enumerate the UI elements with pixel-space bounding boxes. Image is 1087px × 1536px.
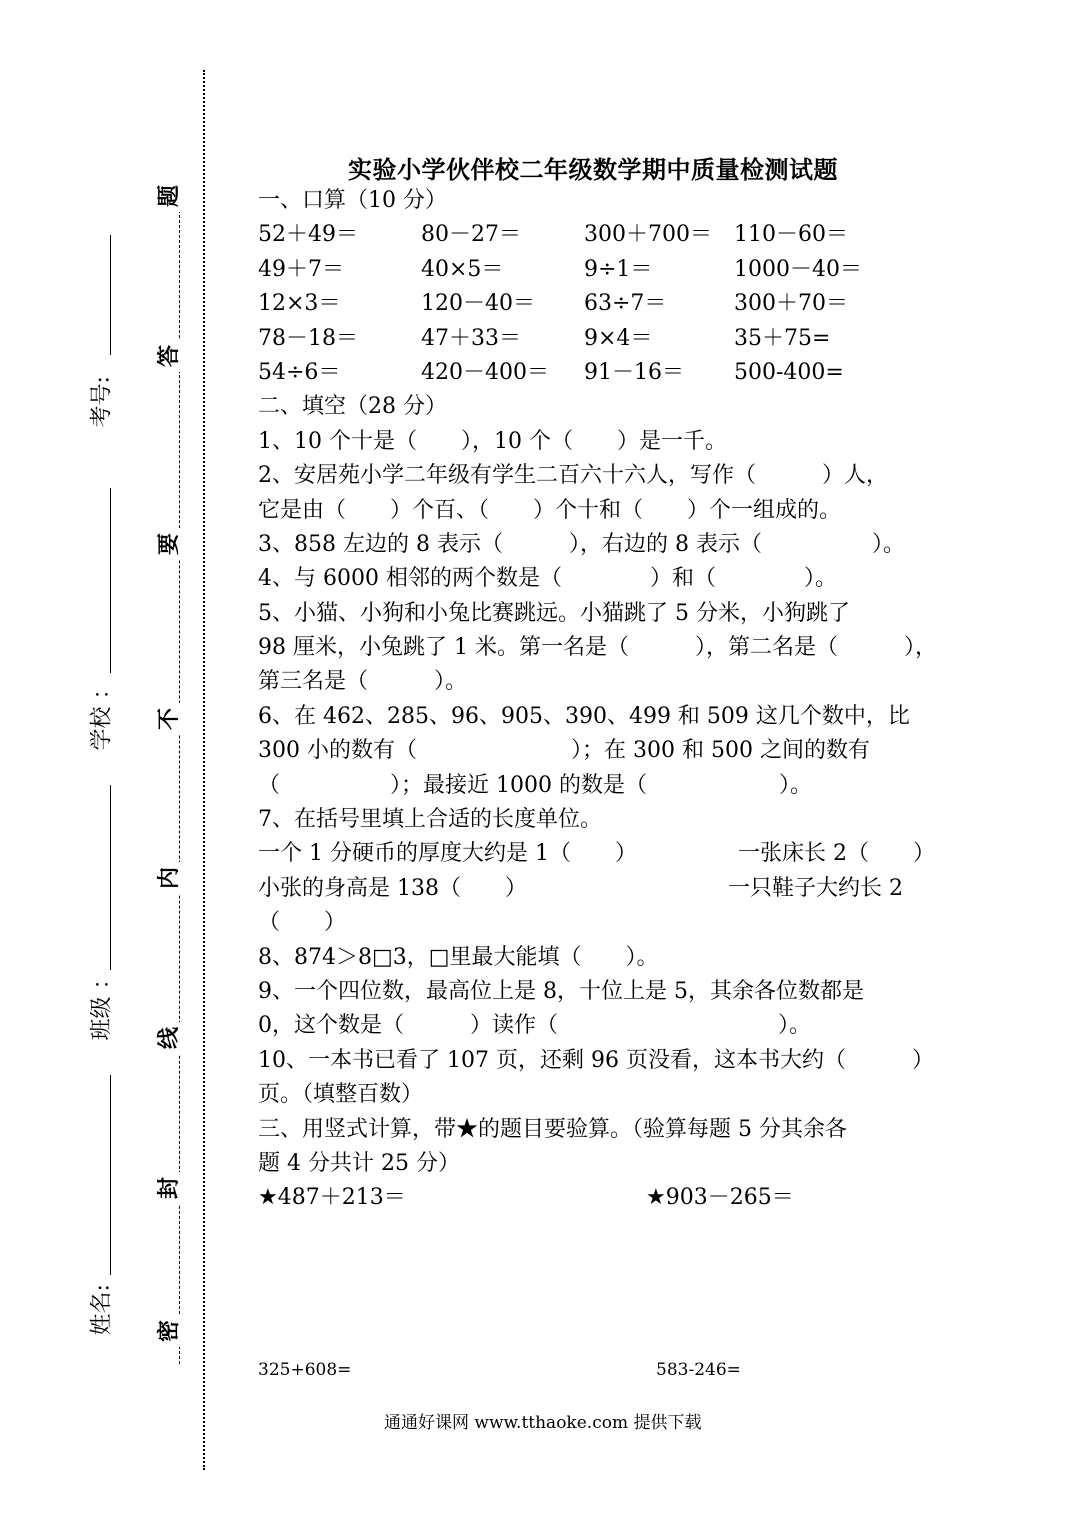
mental-math-item: 500-400= xyxy=(734,359,844,385)
mental-math-item: 9÷1＝ xyxy=(584,256,653,282)
fill-blank-line: 它是由（ ）个百、（ ）个十和（ ）个一组成的。 xyxy=(258,497,842,523)
mental-math-item: 63÷7＝ xyxy=(584,291,667,317)
q7-height-item: 小张的身高是 138（ ） xyxy=(258,875,527,901)
fill-blank-line: 3、858 左边的 8 表示（ ），右边的 8 表示（ ）。 xyxy=(258,531,905,557)
seal-char-nei: 内 xyxy=(153,862,185,894)
starred-calc-item: ★487＋213＝ xyxy=(258,1185,406,1211)
mental-math-row xyxy=(258,356,958,390)
fill-blank-line: （ ）；最接近 1000 的数是（ ）。 xyxy=(258,772,812,798)
mental-math-item: 54÷6＝ xyxy=(258,359,341,385)
seal-char-yao: 要 xyxy=(153,528,185,560)
school-label: 学校 ： xyxy=(89,677,115,751)
mental-math-item: 110－60＝ xyxy=(734,222,848,248)
mental-math-row xyxy=(258,322,958,356)
mental-math-item: 120－40＝ xyxy=(421,291,535,317)
dotted-binding-line xyxy=(203,70,205,1470)
mental-math-item: 49＋7＝ xyxy=(258,256,344,282)
mental-math-item: 9×4＝ xyxy=(584,325,653,351)
seal-char-da: 答 xyxy=(153,340,185,372)
fill-blank-line: 0，这个数是（ ）读作（ ）。 xyxy=(258,1013,811,1039)
q7-line xyxy=(258,872,958,906)
section1-heading: 一、口算（10 分） xyxy=(258,188,447,213)
section3-heading: 三、用竖式计算，带★的题目要验算。（验算每题 5 分其余各 xyxy=(258,1116,847,1142)
exam-number-blank xyxy=(110,235,111,355)
mental-math-item: 35＋75= xyxy=(734,325,831,351)
fill-blank-line: 页。（填整百数） xyxy=(258,1082,424,1108)
fill-blank-line: 6、在 462、285、96、905、390、499 和 509 这几个数中，比 xyxy=(258,703,910,729)
class-label: 班级 ： xyxy=(89,967,115,1041)
q7-bed-item: 一张床长 2（ ） xyxy=(738,841,935,867)
fill-blank-line: 4、与 6000 相邻的两个数是（ ）和（ ）。 xyxy=(258,566,837,592)
q7-line: （ ） xyxy=(258,910,347,936)
mental-math-item: 300＋70＝ xyxy=(734,291,848,317)
class-blank xyxy=(110,785,111,970)
section3-heading-cont: 题 4 分共计 25 分） xyxy=(258,1150,460,1176)
mental-math-item: 420－400＝ xyxy=(421,359,549,385)
name-label: 姓名: xyxy=(89,1284,115,1336)
seal-char-feng: 封 xyxy=(153,1172,185,1204)
mental-math-row xyxy=(258,287,958,321)
exam-number-label: 考号: xyxy=(89,376,115,428)
q7-shoe-item: 一只鞋子大约长 2 xyxy=(728,875,903,901)
mental-math-row xyxy=(258,218,958,252)
calc-item: 325+608= xyxy=(258,1360,352,1380)
fill-blank-line: 300 小的数有（ ）；在 300 和 500 之间的数有 xyxy=(258,738,870,764)
seal-char-ti: 题 xyxy=(153,180,185,212)
fill-blank-line: 5、小猫、小狗和小兔比赛跳远。小猫跳了 5 分米，小狗跳了 xyxy=(258,600,850,626)
calc-item: 583-246= xyxy=(656,1360,741,1380)
fill-blank-line: 第三名是（ ）。 xyxy=(258,669,468,695)
fill-blank-line: 7、在括号里填上合适的长度单位。 xyxy=(258,807,602,833)
mental-math-item: 40×5＝ xyxy=(421,256,504,282)
exam-content xyxy=(258,184,958,1216)
section2-heading: 二、填空（28 分） xyxy=(258,394,447,420)
mental-math-item: 91－16＝ xyxy=(584,359,684,385)
mental-math-item: 80－27＝ xyxy=(421,222,521,248)
mental-math-row xyxy=(258,253,958,287)
mental-math-item: 47＋33＝ xyxy=(421,325,521,351)
seal-char-xian: 线 xyxy=(153,1022,185,1054)
mental-math-item: 52＋49＝ xyxy=(258,222,358,248)
fill-blank-line: 1、10 个十是（ ），10 个（ ）是一千。 xyxy=(258,428,727,454)
q7-line xyxy=(258,837,958,871)
fill-blank-line: 8、874＞8□3，□里最大能填（ ）。 xyxy=(258,944,659,970)
exam-title: 实验小学伙伴校二年级数学期中质量检测试题 xyxy=(348,155,838,184)
seal-char-mi: 密 xyxy=(153,1315,185,1347)
mental-math-item: 1000－40＝ xyxy=(734,256,862,282)
fill-blank-line: 98 厘米，小兔跳了 1 米。第一名是（ ），第二名是（ ）， xyxy=(258,635,937,661)
footer-source: 通通好课网 www.tthaoke.com 提供下载 xyxy=(384,1413,702,1433)
q7-coin-item: 一个 1 分硬币的厚度大约是 1（ ） xyxy=(258,841,637,867)
mental-math-item: 300＋700＝ xyxy=(584,222,712,248)
seal-char-bu: 不 xyxy=(153,703,185,735)
fill-blank-line: 9、一个四位数，最高位上是 8，十位上是 5，其余各位数都是 xyxy=(258,978,864,1004)
vertical-calc-row xyxy=(258,1181,958,1215)
starred-calc-item: ★903－265＝ xyxy=(646,1185,794,1211)
mental-math-item: 12×3＝ xyxy=(258,291,341,317)
name-blank xyxy=(110,1075,111,1275)
mental-math-item: 78－18＝ xyxy=(258,325,358,351)
fill-blank-line: 10、一本书已看了 107 页，还剩 96 页没看，这本书大约（ ） xyxy=(258,1047,934,1073)
school-blank xyxy=(110,488,111,673)
fill-blank-line: 2、安居苑小学二年级有学生二百六十六人，写作（ ）人， xyxy=(258,463,888,489)
